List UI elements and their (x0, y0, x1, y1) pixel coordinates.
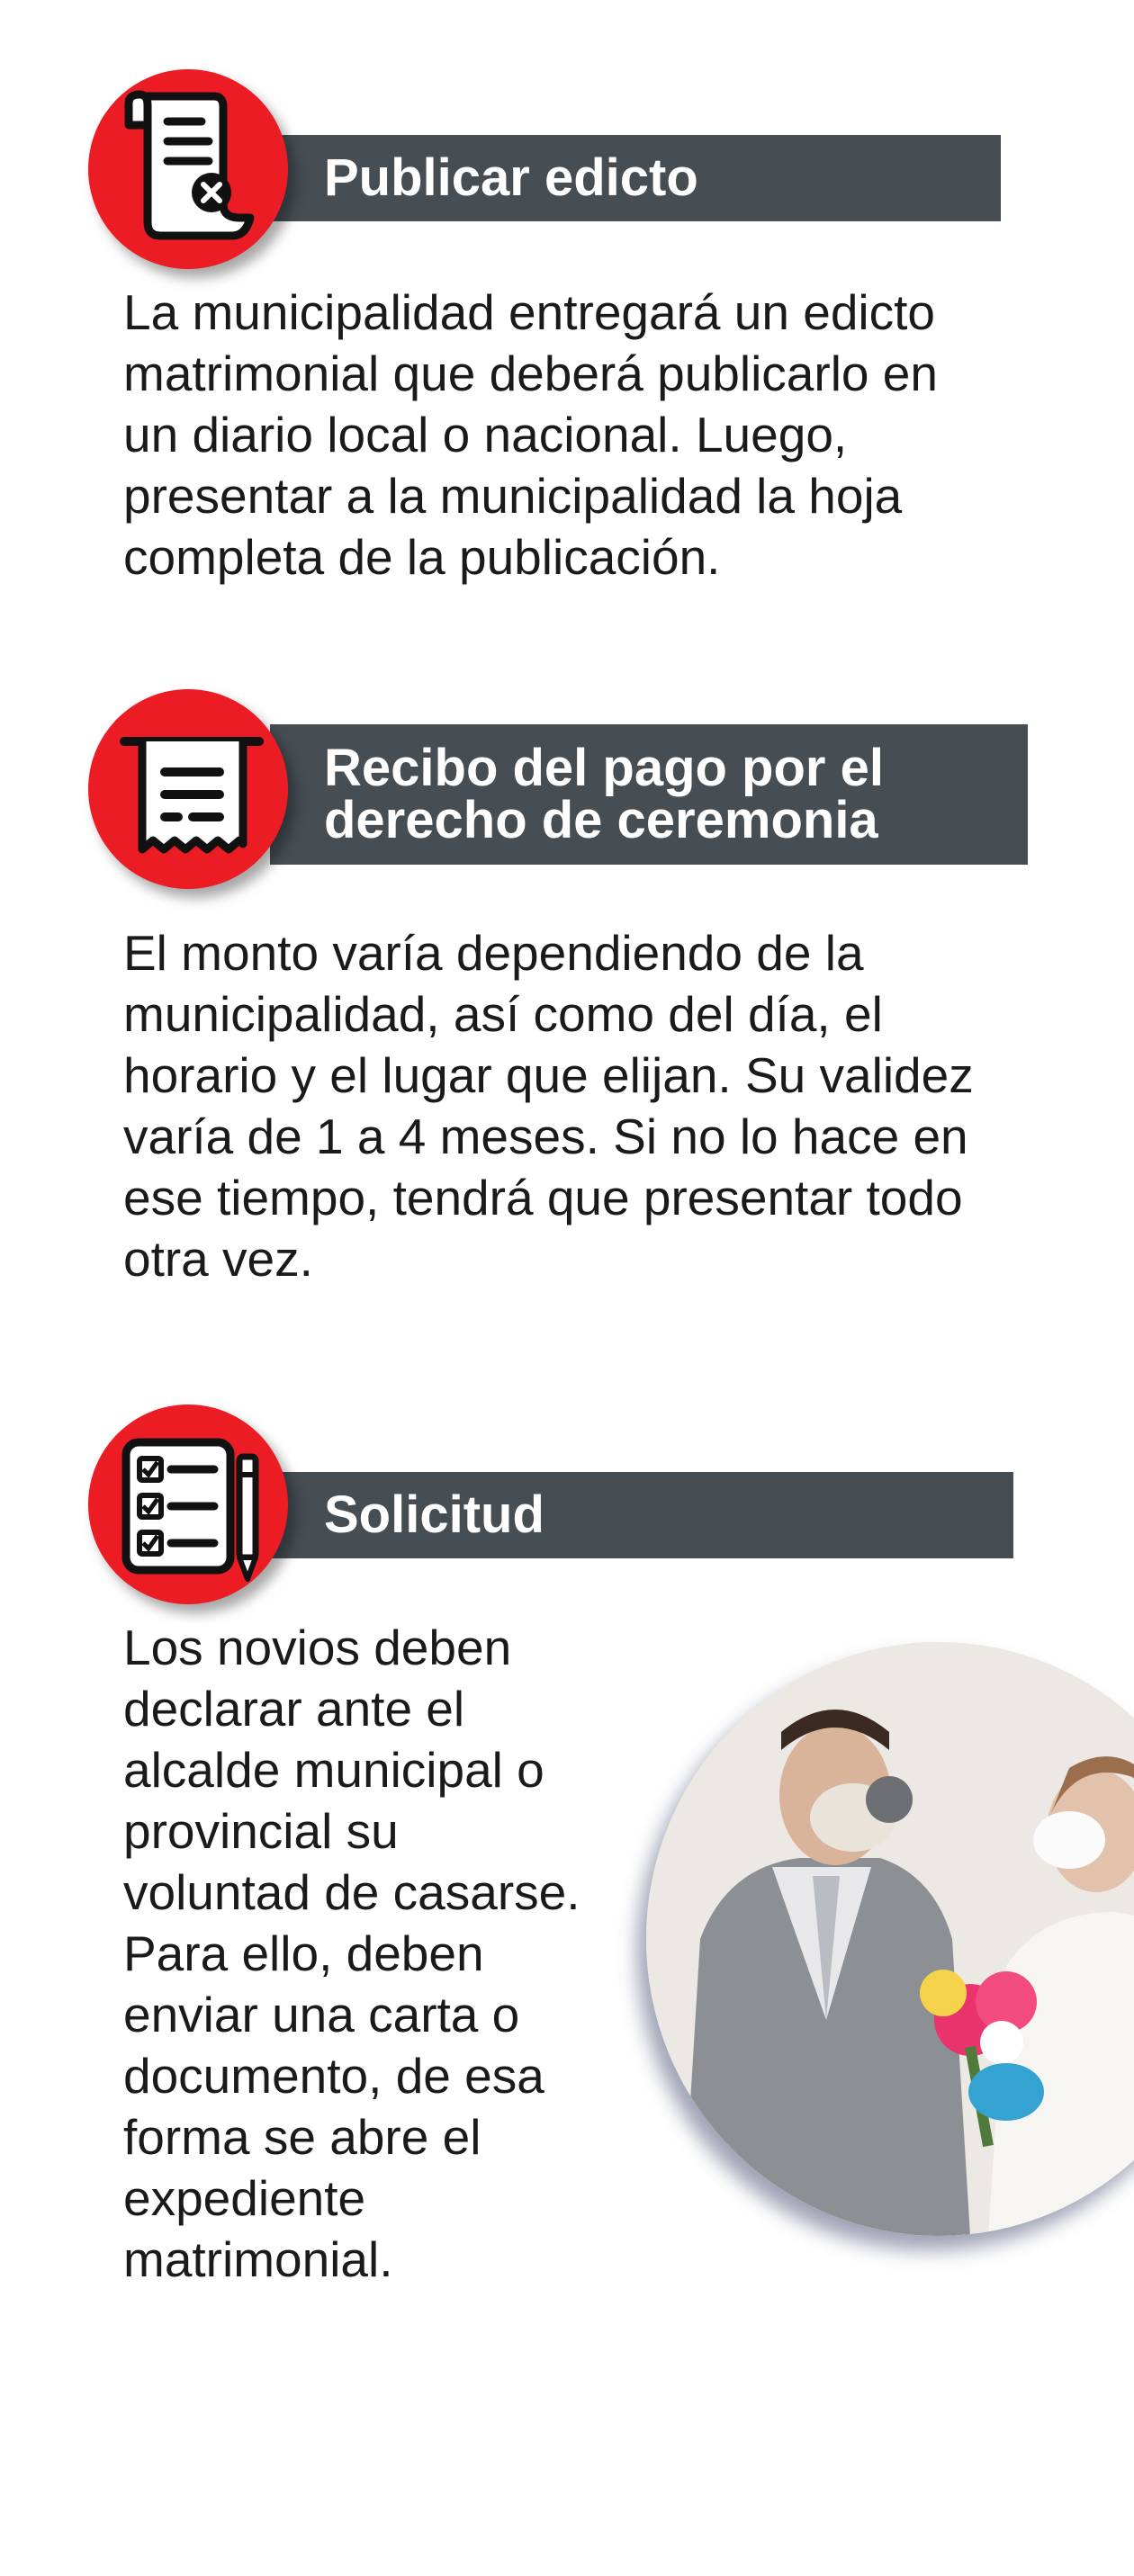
checklist-pen-icon (88, 1405, 288, 1604)
body-line: presentar a la municipalidad la hoja (123, 468, 903, 524)
body-line: El monto varía dependiendo de la (123, 925, 864, 981)
body-line: matrimonial. (123, 2231, 393, 2287)
body-line: completa de la publicación. (123, 529, 721, 585)
body-line: ese tiempo, tendrá que presentar todo (123, 1170, 963, 1225)
body-line: forma se abre el (123, 2109, 482, 2165)
section-title-bar (270, 1472, 1013, 1558)
body-line: matrimonial que deberá publicarlo en (123, 346, 938, 401)
section-title: Publicar edicto (324, 148, 698, 207)
body-line: voluntad de casarse. (123, 1864, 580, 1920)
body-line: otra vez. (123, 1231, 313, 1287)
body-line: La municipalidad entregará un edicto (123, 284, 935, 340)
body-line: Para ello, deben (123, 1925, 484, 1981)
body-line: un diario local o nacional. Luego, (123, 407, 848, 462)
couple-photo (646, 1642, 1134, 2236)
body-line: enviar una carta o (123, 1987, 520, 2042)
body-line: documento, de esa (123, 2048, 544, 2104)
body-line: alcalde municipal o (123, 1742, 544, 1798)
section-title-line: derecho de ceremonia (324, 791, 878, 849)
body-line: horario y el lugar que elijan. Su validez (123, 1047, 974, 1103)
body-line: municipalidad, así como del día, el (123, 986, 883, 1042)
body-line: varía de 1 a 4 meses. Si no lo hace en (123, 1108, 968, 1164)
body-line: provincial su (123, 1803, 399, 1859)
body-line: expediente (123, 2170, 366, 2226)
section-title: Solicitud (324, 1485, 544, 1544)
body-line: Los novios deben (123, 1620, 512, 1675)
body-line: declarar ante el (123, 1681, 465, 1737)
section-title-line: Recibo del pago por el (324, 739, 884, 797)
section-body (123, 1617, 580, 2290)
